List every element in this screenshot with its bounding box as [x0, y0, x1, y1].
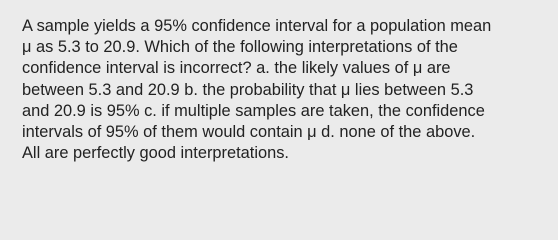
question-line-3: confidence interval is incorrect? a. the likely values of μ are: [22, 59, 451, 78]
question-text: [22, 16, 542, 164]
question-line-5: and 20.9 is 95% c. if multiple samples are taken, the confidence: [22, 101, 485, 120]
question-line-1: A sample yields a 95% confidence interval for a population mean: [22, 17, 492, 35]
question-line-7: All are perfectly good interpretations.: [22, 144, 289, 163]
question-line-6: intervals of 95% of them would contain μ d. none of the above.: [22, 123, 476, 142]
question-line-2: μ as 5.3 to 20.9. Which of the following interpretations of the: [22, 38, 458, 57]
question-line-4: between 5.3 and 20.9 b. the probability that μ lies between 5.3: [22, 80, 474, 99]
